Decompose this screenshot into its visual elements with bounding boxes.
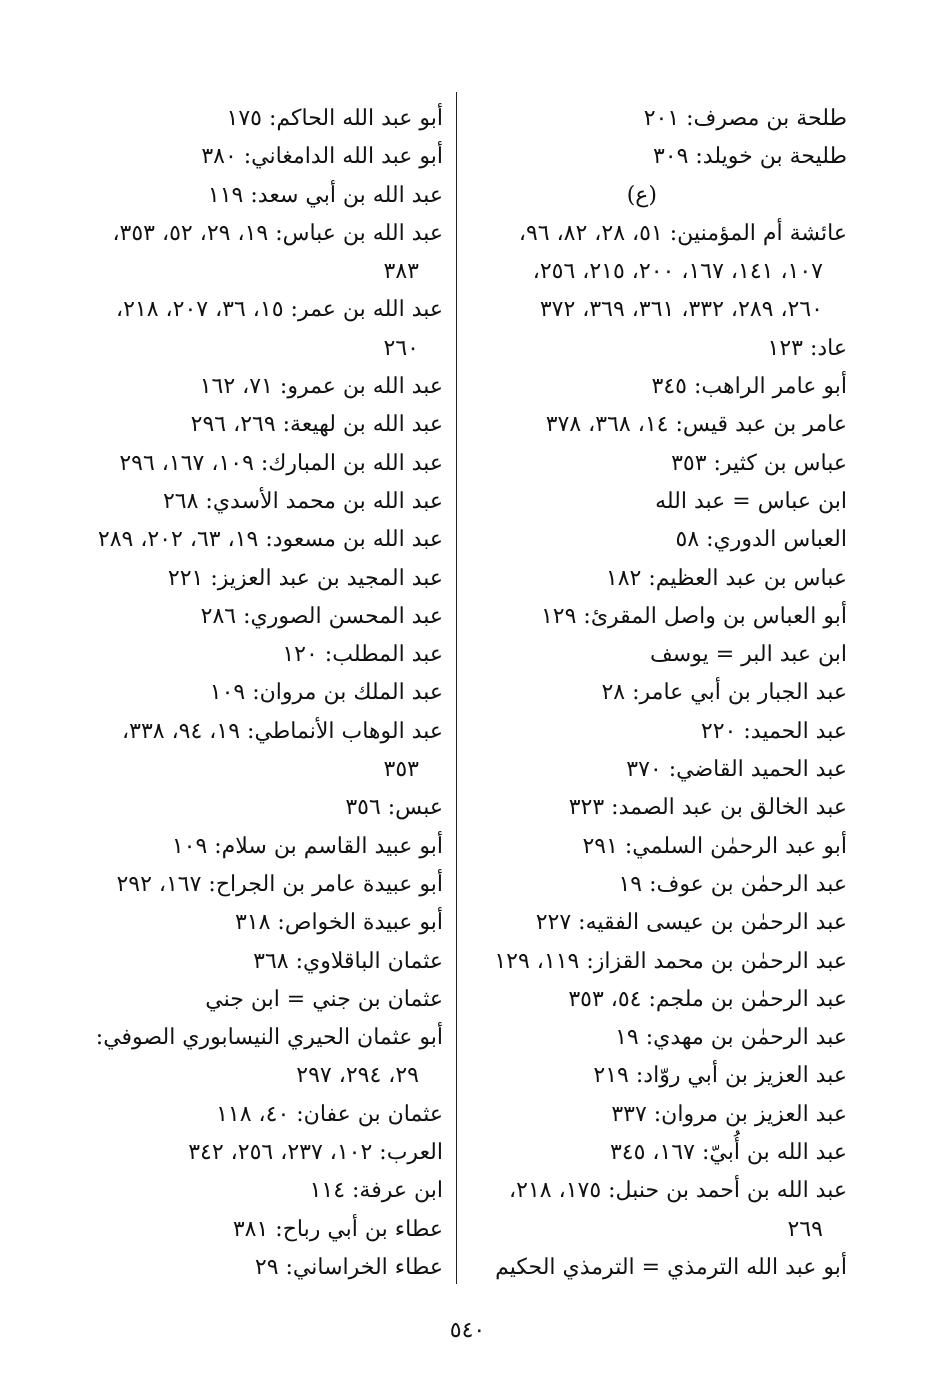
index-entry: عبد الله بن محمد الأسدي: ٢٦٨: [162, 488, 443, 514]
index-entry: عبد الله بن مسعود: ١٩، ٦٣، ٢٠٢، ٢٨٩: [97, 527, 443, 553]
index-entry: أبو عبيدة عامر بن الجراح: ١٦٧، ٢٩٢: [116, 871, 443, 897]
index-entry: طلحة بن مصرف: ٢٠١: [643, 106, 847, 131]
index-entry: عبد الله بن لهيعة: ٢٦٩، ٢٩٦: [190, 412, 443, 438]
page-number: ٥٤٠: [449, 1318, 486, 1343]
index-entry: عبد الله بن عمرو: ٧١، ١٦٢: [199, 374, 443, 400]
index-entry: ابن عباس = عبد الله: [655, 488, 847, 514]
index-entry: عبد الرحمٰن بن ملجم: ٥٤، ٣٥٣: [568, 986, 847, 1012]
index-entry: عباس بن عبد العظيم: ١٨٢: [605, 565, 847, 591]
index-entry: عبد الحميد القاضي: ٣٧٠: [626, 757, 847, 783]
index-entry: عثمان بن جني = ابن جني: [205, 986, 443, 1012]
index-entry: عامر بن عبد قيس: ١٤، ٣٦٨، ٣٧٨: [545, 412, 847, 438]
index-entry: ابن عبد البر = يوسف: [650, 642, 847, 668]
index-entry: عبد الرحمٰن بن عوف: ١٩: [618, 871, 847, 897]
index-entry: عبس: ٣٥٦: [345, 795, 443, 821]
index-entry: ابن عرفة: ١١٤: [309, 1178, 443, 1204]
index-entry: عبد الله بن أحمد بن حنبل: ١٧٥، ٢١٨،: [509, 1178, 847, 1204]
index-entry: عبد الله بن أبي سعد: ١١٩: [207, 182, 443, 208]
column-divider: [456, 92, 457, 1284]
index-entry: أبو عبد الله الدامغاني: ٣٨٠: [201, 144, 443, 170]
index-entry: عبد المجيد بن عبد العزيز: ٢٢١: [167, 565, 443, 591]
index-entry: عطاء الخراساني: ٢٩: [254, 1254, 443, 1280]
index-entry-continuation: ٢٦٠، ٢٨٩، ٣٣٢، ٣٦١، ٣٦٩، ٣٧٢: [539, 297, 823, 323]
index-entry-continuation: ٣٥٣: [383, 757, 419, 783]
index-entry: أبو عبيدة الخواص: ٣١٨: [234, 910, 443, 936]
index-entry: عبد المطلب: ١٢٠: [282, 642, 443, 668]
index-entry: عائشة أم المؤمنين: ٥١، ٢٨، ٨٢، ٩٦،: [518, 220, 847, 246]
index-entry: أبو عبد الرحمٰن السلمي: ٢٩١: [582, 833, 847, 859]
index-entry-continuation: ٢٦٠: [383, 335, 419, 361]
index-entry: عبد الخالق بن عبد الصمد: ٣٢٣: [568, 795, 847, 821]
index-entry-continuation: ٢٩، ٢٩٤، ٢٩٧: [296, 1063, 419, 1089]
index-entry-continuation: ٢٦٩: [787, 1216, 823, 1242]
index-entry: عبد الرحمٰن بن محمد القزاز: ١١٩، ١٢٩: [494, 948, 847, 974]
index-entry: عبد الرحمٰن بن مهدي: ١٩: [615, 1025, 847, 1051]
index-entry: عاد: ١٢٣: [767, 335, 847, 361]
index-entry: عثمان الباقلاوي: ٣٦٨: [253, 948, 443, 974]
index-entry: طليحة بن خويلد: ٣٠٩: [652, 144, 847, 170]
index-column-left: [50, 100, 443, 1287]
index-entry: عطاء بن أبي رباح: ٣٨١: [232, 1216, 443, 1242]
index-entry: أبو عامر الراهب: ٣٤٥: [651, 374, 847, 400]
index-entry: عبد الله بن أُبيّ: ١٦٧، ٣٤٥: [609, 1140, 847, 1166]
index-entry: عبد الوهاب الأنماطي: ١٩، ٩٤، ٣٣٨،: [122, 718, 443, 744]
index-entry: عبد الله بن المبارك: ١٠٩، ١٦٧، ٢٩٦: [119, 450, 443, 476]
index-entry: عبد المحسن الصوري: ٢٨٦: [200, 603, 443, 629]
index-entry: عبد الجبار بن أبي عامر: ٢٨: [601, 680, 847, 706]
section-letter-heading: (ع): [626, 182, 657, 208]
index-entry: أبو عبيد القاسم بن سلام: ١٠٩: [171, 833, 443, 859]
index-entry: أبو العباس بن واصل المقرئ: ١٢٩: [540, 603, 847, 629]
index-entry: عباس بن كثير: ٣٥٣: [671, 450, 847, 476]
index-entry: عبد الله بن عباس: ١٩، ٢٩، ٥٢، ٣٥٣،: [112, 220, 443, 246]
index-entry: عبد العزيز بن أبي روّاد: ٢١٩: [593, 1063, 847, 1089]
index-entry: عبد الملك بن مروان: ١٠٩: [209, 680, 443, 706]
index-column-right: [465, 100, 847, 1287]
index-entry: عبد الله بن عمر: ١٥، ٣٦، ٢٠٧، ٢١٨،: [115, 297, 443, 323]
index-entry: عبد العزيز بن مروان: ٣٣٧: [611, 1101, 847, 1127]
index-entry: عبد الحميد: ٢٢٠: [700, 718, 847, 744]
index-entry: أبو عبد الله الحاكم: ١٧٥: [226, 106, 443, 131]
index-entry-continuation: ١٠٧، ١٤١، ١٦٧، ٢٠٠، ٢١٥، ٢٥٦،: [532, 259, 823, 285]
index-entry: أبو عثمان الحيري النيسابوري الصوفي:: [95, 1025, 443, 1051]
index-entry-continuation: ٣٨٣: [383, 259, 419, 285]
index-entry: أبو عبد الله الترمذي = الترمذي الحكيم: [495, 1254, 847, 1280]
index-entry: العباس الدوري: ٥٨: [675, 527, 847, 553]
index-entry: عثمان بن عفان: ٤٠، ١١٨: [216, 1101, 443, 1127]
index-entry: العرب: ١٠٢، ٢٣٧، ٢٥٦، ٣٤٢: [188, 1140, 443, 1166]
index-entry: عبد الرحمٰن بن عيسى الفقيه: ٢٢٧: [535, 910, 847, 936]
